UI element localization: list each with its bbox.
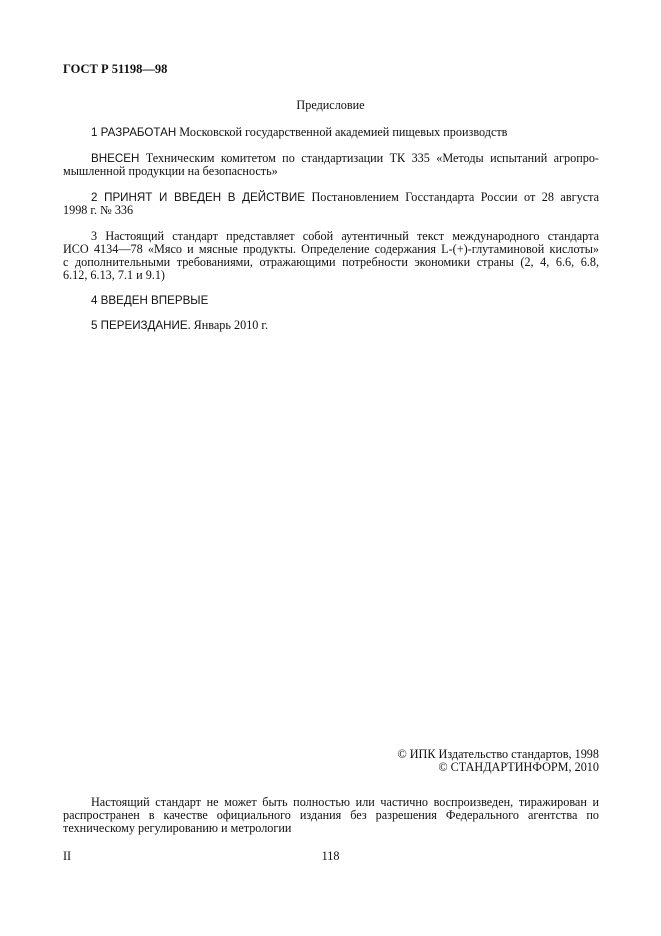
item-submitted	[63, 152, 599, 178]
item-lead: 5 ПЕРЕИЗДАНИЕ	[91, 319, 188, 332]
notice-line: распространен в качестве официального издания без разрешения Федерального агентства по	[63, 808, 599, 822]
item-text: Техническим комитетом по стандартизации ТК 335 «Методы испытаний агропро-	[139, 151, 599, 165]
item-text: 1998 г. № 336	[63, 203, 134, 217]
item-text: мышленной продукции на безопасность»	[63, 164, 278, 178]
item-text: Московской государственной академией пищевых производств	[176, 125, 508, 139]
document-number: ГОСТ Р 51198—98	[63, 62, 168, 76]
item-text: 6.12, 6.13, 7.1 и 9.1)	[63, 268, 165, 282]
item-developed	[63, 126, 599, 139]
item-text: ИСО 4134—78 «Мясо и мясные продукты. Определение содержания L-(+)-глутаминовой кислоты»	[63, 242, 599, 256]
item-lead: 2 ПРИНЯТ И ВВЕДЕН В ДЕЙСТВИЕ	[91, 191, 305, 204]
item-lead: 4 ВВЕДЕН ВПЕРВЫЕ	[91, 294, 209, 307]
item-first-introduced	[63, 294, 599, 307]
copyright-line: © СТАНДАРТИНФОРМ, 2010	[438, 760, 599, 774]
item-text: Постановлением Госстандарта России от 28 августа	[304, 190, 599, 204]
notice-line: техническому регулированию и метрологии	[63, 821, 292, 835]
reproduction-notice	[63, 796, 599, 835]
copyright-block	[397, 748, 599, 774]
item-lead: 1 РАЗРАБОТАН	[91, 126, 177, 139]
page-roman-numeral: II	[63, 849, 72, 863]
item-adopted	[63, 191, 599, 217]
item-text: 3 Настоящий стандарт представляет собой аутентичный текст международного стандарта	[91, 229, 599, 243]
copyright-line: © ИПК Издательство стандартов, 1998	[397, 747, 599, 761]
item-text: с дополнительными требованиями, отражающими потребности экономики страны (2, 4, 6.6, 6.8,	[63, 255, 599, 269]
item-reissue	[63, 319, 599, 332]
item-lead: ВНЕСЕН	[91, 152, 140, 165]
item-text: . Январь 2010 г.	[187, 318, 269, 332]
item-standard-basis	[63, 230, 599, 282]
page-number: 118	[321, 849, 340, 863]
section-title: Предисловие	[296, 98, 365, 112]
notice-line: Настоящий стандарт не может быть полностью или частично воспроизведен, тиражирован и	[91, 795, 599, 809]
